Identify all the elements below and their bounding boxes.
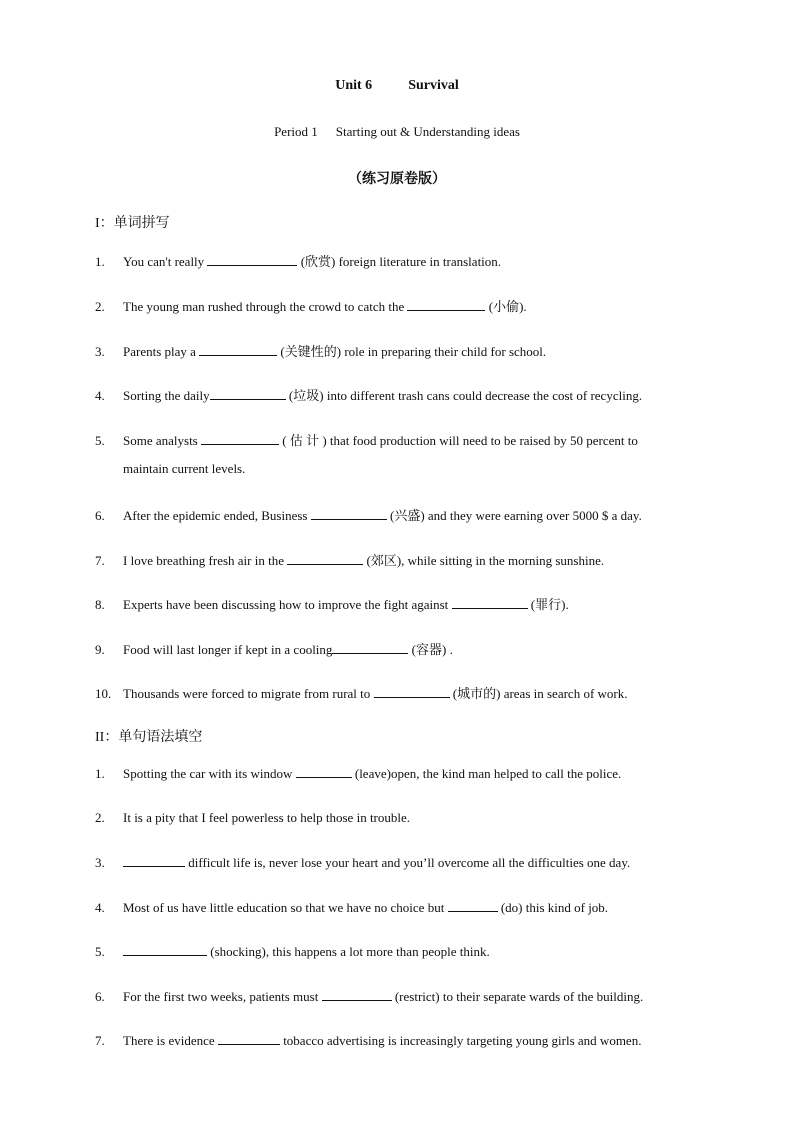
version-label: （练习原卷版） — [348, 172, 446, 187]
answer-blank[interactable] — [123, 854, 185, 867]
unit-label: Unit 6 — [335, 78, 373, 93]
question-item: 7. I love breathing fresh air in the (郊区), while sitting in the morning sunshine. — [95, 553, 605, 568]
answer-blank[interactable] — [452, 596, 528, 609]
question-item: 8. Experts have been discussing how to improve the fight against (罪行). — [95, 597, 569, 612]
answer-blank[interactable] — [207, 253, 297, 266]
section1-heading: I：单词拼写 — [95, 216, 170, 231]
period-label: Period 1 — [274, 124, 318, 139]
question-item: 3. Parents play a (关键性的) role in preparing their child for school. — [95, 344, 547, 359]
question-item: 1. Spotting the car with its window (leave)open, the kind man helped to call the police. — [95, 766, 622, 781]
answer-blank[interactable] — [210, 387, 286, 400]
answer-blank[interactable] — [296, 765, 352, 778]
period-name: Starting out & Understanding ideas — [335, 124, 520, 139]
question-item: 10. Thousands were forced to migrate from rural to (城市的) areas in search of work. — [95, 686, 628, 701]
unit-name: Survival — [408, 78, 459, 93]
answer-blank[interactable] — [123, 943, 207, 956]
question-item: 4. Sorting the daily (垃圾) into different trash cans could decrease the cost of recycling. — [95, 388, 643, 403]
question-item: 6. For the first two weeks, patients must (restrict) to their separate wards of the building. — [95, 989, 644, 1004]
question-item: 2. The young man rushed through the crowd to catch the (小偷). — [95, 299, 527, 314]
answer-blank[interactable] — [374, 685, 450, 698]
question-continuation: maintain current levels. — [123, 461, 246, 476]
question-item: 3. difficult life is, never lose your heart and you’ll overcome all the difficulties one day. — [95, 855, 631, 870]
question-item: 5. (shocking), this happens a lot more than people think. — [95, 944, 490, 959]
answer-blank[interactable] — [311, 507, 387, 520]
answer-blank[interactable] — [201, 432, 279, 445]
question-item: 2. It is a pity that I feel powerless to help those in trouble. — [95, 810, 411, 825]
answer-blank[interactable] — [287, 552, 363, 565]
answer-blank[interactable] — [322, 988, 392, 1001]
section2-heading: II：单句语法填空 — [95, 730, 203, 745]
answer-blank[interactable] — [199, 343, 277, 356]
question-item: 6. After the epidemic ended, Business (兴盛) and they were earning over 5000 $ a day. — [95, 508, 642, 523]
period-title-line — [0, 124, 794, 140]
answer-blank[interactable] — [332, 641, 408, 654]
unit-title-line — [0, 78, 794, 94]
question-item: 7. There is evidence tobacco advertising is increasingly targeting young girls and women. — [95, 1033, 642, 1048]
answer-blank[interactable] — [407, 298, 485, 311]
question-item: 1. You can't really (欣赏) foreign literature in translation. — [95, 254, 502, 269]
answer-blank[interactable] — [218, 1032, 280, 1045]
question-item: 9. Food will last longer if kept in a cooling (容器) . — [95, 642, 453, 657]
answer-blank[interactable] — [448, 899, 498, 912]
question-item: 5. Some analysts ( 估 计 ) that food production will need to be raised by 50 percent to — [95, 433, 638, 448]
question-item: 4. Most of us have little education so that we have no choice but (do) this kind of job. — [95, 900, 609, 915]
